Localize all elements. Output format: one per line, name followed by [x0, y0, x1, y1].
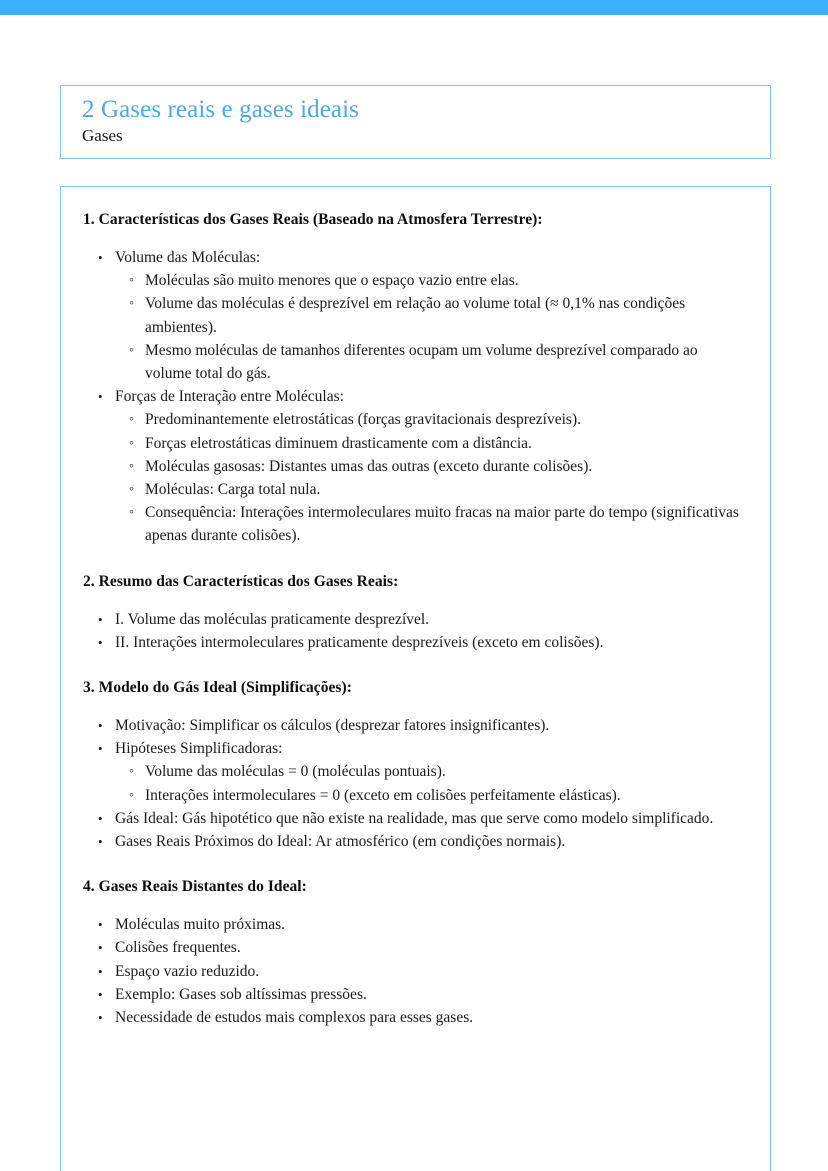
page-subtitle: Gases [82, 126, 123, 145]
list-item-label: • Exemplo: Gases sob altíssimas pressões. [115, 983, 746, 1006]
list-item [145, 455, 746, 478]
list-item-label: • Hipóteses Simplificadoras: [115, 737, 746, 760]
list-item [115, 913, 746, 936]
section-3-list [83, 714, 746, 853]
list-item [115, 385, 746, 547]
list-item [115, 608, 746, 631]
list-item-label: ◦ Volume das moléculas = 0 (moléculas pontuais). [145, 760, 746, 783]
list-item [145, 760, 746, 783]
title-card [60, 85, 771, 159]
list-item-label: • Necessidade de estudos mais complexos para esses gases. [115, 1006, 746, 1029]
list-item [115, 807, 746, 830]
list-item [115, 737, 746, 807]
sublist [115, 269, 746, 385]
list-item [115, 960, 746, 983]
list-item [115, 830, 746, 853]
list-item-label: • Forças de Interação entre Moléculas: [115, 385, 746, 408]
section-heading: 1. Características dos Gases Reais (Baseado na Atmosfera Terrestre): [83, 211, 543, 228]
list-item [145, 478, 746, 501]
list-item-label: • Colisões frequentes. [115, 936, 746, 959]
list-item-label: ◦ Interações intermoleculares = 0 (exceto em colisões perfeitamente elásticas). [145, 784, 746, 807]
sublist [115, 760, 746, 806]
section-2 [83, 571, 746, 654]
list-item-label: ◦ Moléculas: Carga total nula. [145, 478, 746, 501]
list-item-label: • Gases Reais Próximos do Ideal: Ar atmosférico (em condições normais). [115, 830, 746, 853]
list-item-label: ◦ Predominantemente eletrostáticas (forças gravitacionais desprezíveis). [145, 408, 746, 431]
list-item [145, 292, 746, 338]
list-item [145, 339, 746, 385]
list-item-label: • Motivação: Simplificar os cálculos (desprezar fatores insignificantes). [115, 714, 746, 737]
list-item [115, 936, 746, 959]
list-item-label: • Gás Ideal: Gás hipotético que não existe na realidade, mas que serve como modelo simplificado. [115, 807, 746, 830]
document-page [0, 15, 828, 1171]
list-item-label: ◦ Consequência: Interações intermoleculares muito fracas na maior parte do tempo (significativas apenas durante colisões). [145, 501, 746, 547]
section-3 [83, 677, 746, 853]
list-item-label: ◦ Volume das moléculas é desprezível em relação ao volume total (≈ 0,1% nas condições ambientes). [145, 292, 746, 338]
list-item [115, 631, 746, 654]
list-item-label: ◦ Forças eletrostáticas diminuem drasticamente com a distância. [145, 432, 746, 455]
list-item-label: • Espaço vazio reduzido. [115, 960, 746, 983]
list-item [115, 1006, 746, 1029]
list-item [145, 784, 746, 807]
top-accent-bar [0, 0, 828, 15]
page-title: 2 Gases reais e gases ideais [82, 96, 360, 123]
section-heading: 4. Gases Reais Distantes do Ideal: [83, 878, 307, 896]
list-item-label: ◦ Moléculas gasosas: Distantes umas das outras (exceto durante colisões). [145, 455, 746, 478]
section-1 [83, 209, 746, 548]
list-item [145, 408, 746, 431]
section-1-list [83, 246, 746, 548]
list-item-label: • Volume das Moléculas: [115, 246, 746, 269]
list-item [145, 432, 746, 455]
list-item-label: • II. Interações intermoleculares praticamente desprezíveis (exceto em colisões). [115, 631, 746, 654]
list-item-label: ◦ Moléculas são muito menores que o espaço vazio entre elas. [145, 269, 746, 292]
list-item [145, 269, 746, 292]
content-card [60, 186, 771, 1171]
section-heading: 3. Modelo do Gás Ideal (Simplificações): [83, 679, 352, 697]
section-2-list [83, 608, 746, 654]
list-item-label: • I. Volume das moléculas praticamente desprezível. [115, 608, 746, 631]
list-item-label: ◦ Mesmo moléculas de tamanhos diferentes ocupam um volume desprezível comparado ao volume total do gás. [145, 339, 746, 385]
list-item [145, 501, 746, 547]
section-4 [83, 876, 746, 1029]
list-item [115, 246, 746, 385]
list-item-label: • Moléculas muito próximas. [115, 913, 746, 936]
sublist [115, 408, 746, 547]
list-item [115, 714, 746, 737]
list-item [115, 983, 746, 1006]
section-4-list [83, 913, 746, 1029]
section-heading: 2. Resumo das Características dos Gases Reais: [83, 572, 399, 590]
